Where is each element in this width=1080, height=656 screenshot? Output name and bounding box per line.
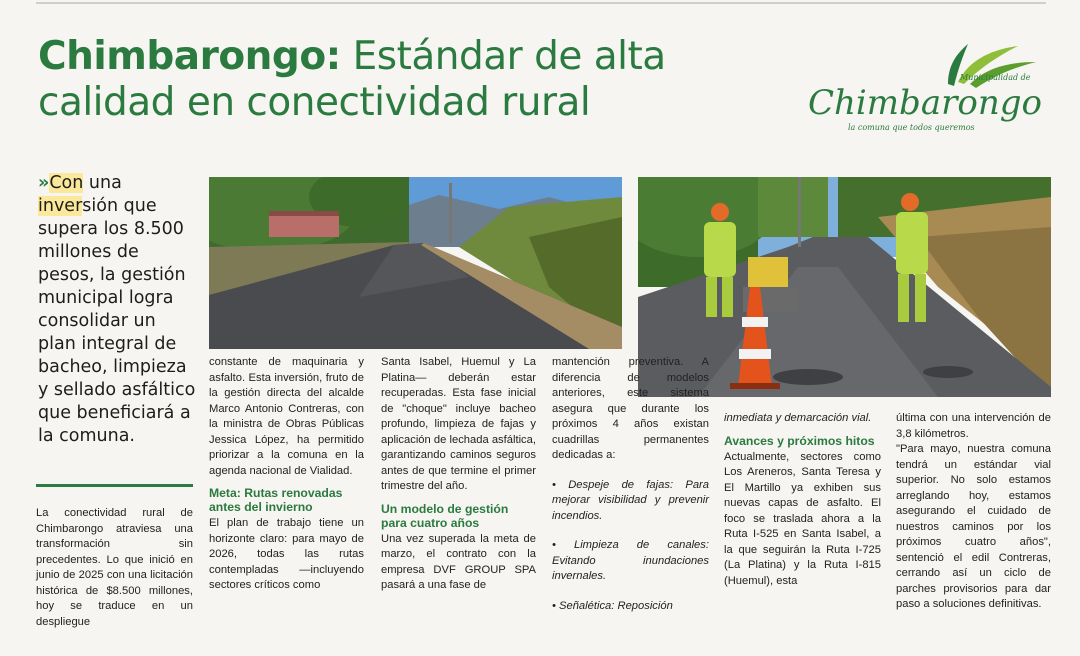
lead-divider [36, 484, 193, 487]
column-4 [552, 355, 709, 614]
column-6 [896, 411, 1051, 613]
column-2 [209, 355, 364, 594]
col1-paragraph: La conectividad rural de Chimbarongo atraviesa una transformación sin precedentes. Lo que inició en junio de 2025 con una licitación histórica de $8.500 millones, hoy se traduce en un despliegue [36, 507, 193, 628]
top-rule [36, 2, 1046, 4]
lead-marker: » [38, 173, 50, 193]
logo-top-text: Municipalidad de [960, 73, 1031, 82]
col2-paragraph-1: constante de maquinaria y asfalto. Esta inversión, fruto de la gestión directa del alcalde Marco Antonio Contreras, con la ministra de Obras Públicas Jessica López, ha permitido priorizar a la comuna en la agenda nacional de Vialidad. [209, 356, 364, 477]
column-5 [724, 411, 881, 589]
lead-highlight-2: inver [38, 196, 83, 216]
col5-paragraph: Actualmente, sectores como Los Areneros, Santa Teresa y El Martillo ya exhiben sus nuevas capas de asfalto. El foco se traslada ahora a la Ruta I-525 en Santa Isabel, a la que seguirán la Ruta I-725 (La Platina) y la Ruta I-815 (Huemul), esta [724, 450, 881, 587]
lead-highlight-1: Con [49, 173, 84, 193]
headline-bold: Chimbarongo: [38, 34, 341, 79]
col4-paragraph-1: mantención preventiva. A diferencia de modelos anteriores, este sistema asegura que durante los próximos 4 años existan cuadrillas permanentes dedicadas a: [552, 356, 709, 461]
logo-name: Chimbarongo [808, 83, 1042, 123]
col4-bullet-2: • Limpieza de canales: Evitando inundaciones invernales. [552, 539, 709, 582]
col2-subheading: Meta: Rutas renovadas antes del invierno [209, 486, 343, 514]
lead-text-2: sión que supera los 8.500 millones de pesos, la gestión municipal logra consolidar un plan integral de bacheo, limpieza y sellado asfáltico que beneficiará a la comuna. [38, 196, 196, 446]
column-3 [381, 355, 536, 594]
column-1 [36, 506, 193, 630]
col3-paragraph-1: Santa Isabel, Huemul y La Platina— deberán estar recuperadas. Esta fase inicial de "choque" incluye bacheo profundo, limpieza de fajas y aplicación de lechada asfáltica, garantizando caminos seguros antes de que termine el primer trimestre del año. [381, 356, 536, 492]
logo-tagline: la comuna que todos queremos [848, 123, 975, 132]
photo-new-asphalt-road [209, 177, 622, 349]
headline-line2: calidad en conectividad rural [38, 80, 591, 125]
municipality-logo [808, 40, 1048, 145]
lead-paragraph [38, 172, 198, 448]
headline-rest: Estándar de alta [340, 34, 666, 79]
road-photo-image [209, 177, 622, 349]
col6-paragraph-1: última con una intervención de 3,8 kilómetros. [896, 412, 1051, 440]
col5-subheading: Avances y próximos hitos [724, 433, 875, 448]
col4-bullet-1: • Despeje de fajas: Para mejorar visibilidad y prevenir incendios. [552, 478, 709, 522]
lead-text-1: una [83, 173, 122, 193]
col6-paragraph-2: "Para mayo, nuestra comuna tendrá un estándar vial superior. No solo estamos arreglando hoy, estamos asegurando el cuidado de nuestros caminos por los próximos cuatro años", sentenció el edil Contreras, cerrando así un ciclo de parches provisorios para dar paso a soluciones definitivas. [896, 443, 1051, 610]
col4-bullet-3: • Señalética: Reposición [552, 599, 673, 612]
col3-subheading: Un modelo de gestión para cuatro años [381, 501, 509, 530]
col3-paragraph-2: Una vez superada la meta de marzo, el contrato con la empresa DVF GROUP SPA pasará a una fase de [381, 532, 536, 591]
col5-continuation: inmediata y demarcación vial. [724, 412, 872, 424]
headline [38, 34, 798, 126]
col2-paragraph-2: El plan de trabajo tiene un horizonte claro: para mayo de 2026, todas las rutas contempladas —incluyendo sectores críticos como [209, 517, 364, 591]
